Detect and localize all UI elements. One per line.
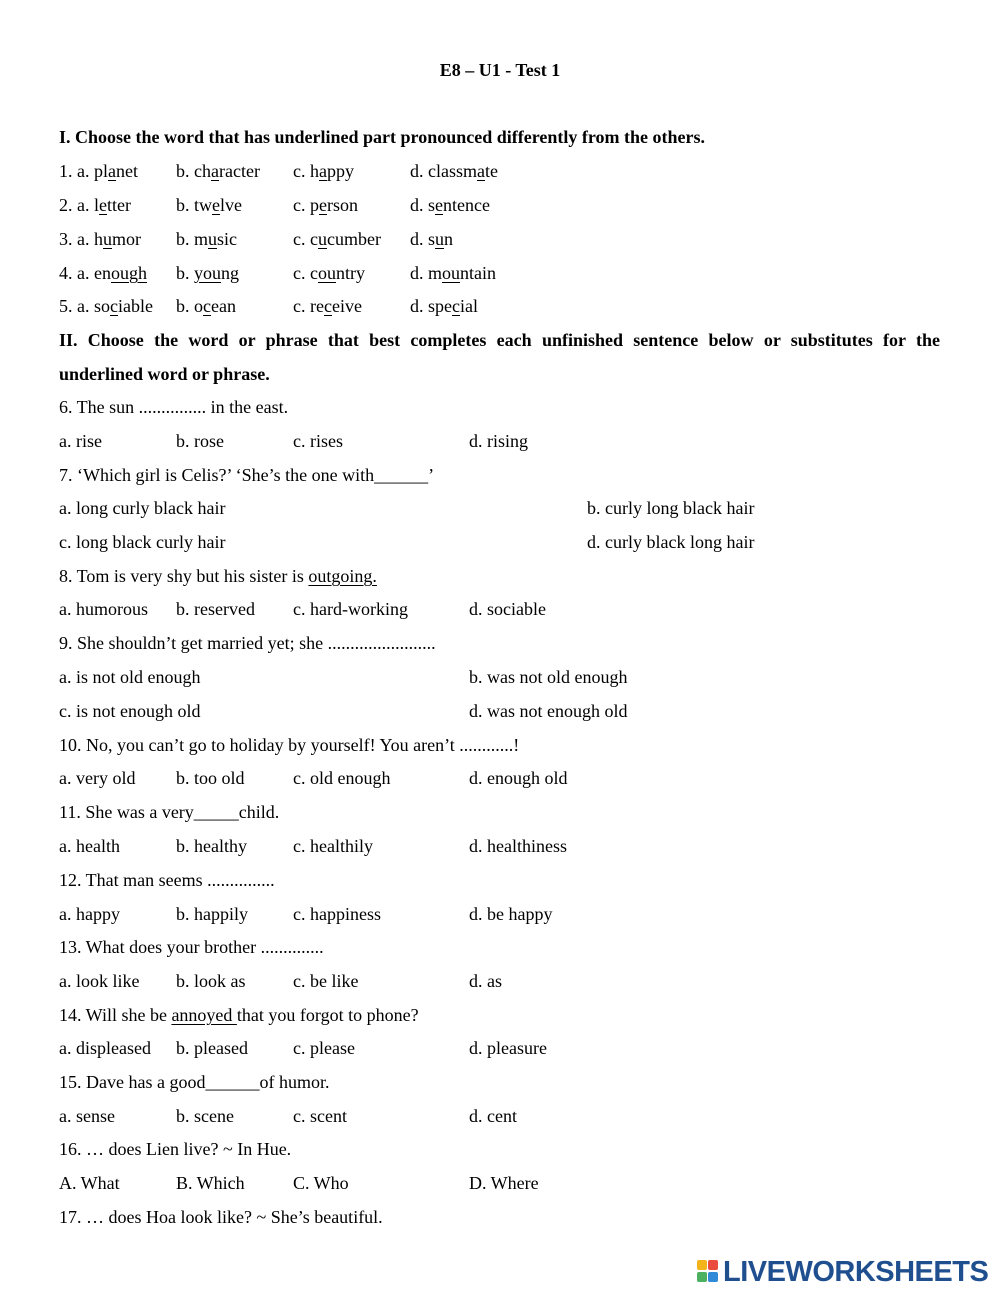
option-d[interactable] [410,227,453,251]
underlined-part: ou [442,263,461,283]
underlined-part: u [208,229,218,249]
option-c[interactable] [293,193,358,217]
word-part: d. s [410,195,436,215]
word-part: c. p [293,195,319,215]
question-9-options-row2 [59,699,940,723]
question-10-options [59,766,940,790]
word-part: eive [331,296,362,316]
option-a[interactable] [59,294,153,318]
word-part: sic [217,229,238,249]
option-b[interactable] [176,193,242,217]
word-part: c. c [293,229,318,249]
word-part: b. o [176,296,203,316]
option-b[interactable] [176,159,260,183]
option-a[interactable]: a. displeased [59,1038,151,1058]
question-12-options [59,902,940,926]
option-b[interactable]: B. Which [176,1173,245,1193]
word-part: lve [220,195,242,215]
word-part: so [89,296,111,316]
question-number: 2. a. [59,195,90,215]
underlined-part: e [319,195,327,215]
word-part: iable [118,296,153,316]
option-a[interactable] [59,227,141,251]
section-2-heading-line1: II. Choose the word or phrase that best completes each unfinished sentence below or substitutes for the [59,330,940,350]
liveworksheets-logo-icon [697,1260,719,1284]
question-number: 5. a. [59,296,90,316]
word-part: net [116,161,139,181]
option-c[interactable] [293,159,354,183]
option-b[interactable]: b. was not old enough [469,667,628,687]
option-a[interactable] [59,193,131,217]
option-c[interactable]: c. old enough [293,768,391,788]
underlined-part: c [452,296,460,316]
underlined-part: a [477,161,485,181]
word-part: tter [107,195,132,215]
underlined-part: e [99,195,108,215]
option-a[interactable]: A. What [59,1173,120,1193]
question-7-options-row1 [59,496,940,520]
underlined-part: a [108,161,117,181]
option-d[interactable]: d. cent [469,1106,517,1126]
option-a[interactable]: a. happy [59,904,120,924]
word-part: cumber [326,229,381,249]
question-7: 7. ‘Which girl is Celis?’ ‘She’s the one with______’ [59,465,435,485]
word-part: b. m [176,229,209,249]
word-part: ntain [460,263,497,283]
question-16: 16. … does Lien live? ~ In Hue. [59,1139,292,1159]
question-14-stem-end: that you forgot to phone? [236,1005,419,1025]
option-a[interactable]: a. sense [59,1106,115,1126]
page-title: E8 – U1 - Test 1 [439,60,561,80]
underlined-part: c [110,296,119,316]
pronunciation-question-4 [59,261,940,285]
option-c[interactable]: C. Who [293,1173,349,1193]
option-a[interactable]: a. look like [59,971,140,991]
option-d[interactable] [410,193,490,217]
word-part: ntry [335,263,365,283]
question-14-stem-start: 14. Will she be [59,1005,172,1025]
question-10: 10. No, you can’t go to holiday by yourself! You aren’t ............! [59,735,520,755]
underlined-part: a [319,161,327,181]
option-d[interactable]: d. sociable [469,599,546,619]
underlined-word: outgoing. [308,566,377,586]
liveworksheets-logo [697,1257,988,1287]
question-8 [59,564,940,588]
option-d[interactable]: d. be happy [469,904,553,924]
option-c[interactable] [293,294,362,318]
option-d[interactable] [410,261,496,285]
option-c[interactable]: c. long black curly hair [59,532,226,552]
pronunciation-question-1 [59,159,940,183]
option-c[interactable] [293,227,381,251]
word-part: n [444,229,454,249]
option-c[interactable]: c. rises [293,431,343,451]
option-a[interactable]: a. humorous [59,599,148,619]
option-a[interactable]: a. very old [59,768,136,788]
word-part: c. h [293,161,319,181]
word-part: racter [219,161,260,181]
underlined-part: you [194,263,221,283]
word-part: ial [460,296,478,316]
section-2-heading-line2: underlined word or phrase. [59,364,270,384]
option-c[interactable]: c. hard-working [293,599,408,619]
question-9-options-row1 [59,665,940,689]
question-7-options-row2 [59,530,940,554]
option-d[interactable]: D. Where [469,1173,539,1193]
option-d[interactable]: d. was not enough old [469,701,628,721]
word-part: h [89,229,103,249]
option-a[interactable] [59,159,138,183]
underlined-part: a [211,161,219,181]
option-d[interactable]: d. healthiness [469,836,567,856]
underlined-part: u [435,229,445,249]
option-b[interactable] [176,294,236,318]
option-d[interactable]: d. rising [469,431,529,451]
option-b[interactable]: b. scene [176,1106,234,1126]
option-b[interactable] [176,227,237,251]
word-part: ntence [443,195,490,215]
question-14-options [59,1036,940,1060]
word-part: d. s [410,229,436,249]
word-part: d. spe [410,296,452,316]
question-15: 15. Dave has a good______of humor. [59,1072,330,1092]
word-part: b. [176,263,194,283]
word-part: ean [211,296,236,316]
option-b[interactable]: b. healthy [176,836,247,856]
underlined-word: annoyed [171,1005,237,1025]
option-b[interactable]: b. reserved [176,599,255,619]
word-part: b. tw [176,195,212,215]
question-number: 4. a. [59,263,90,283]
underlined-part: ough [111,263,147,283]
word-part: rson [327,195,358,215]
option-d[interactable] [410,294,478,318]
underlined-part: e [435,195,444,215]
question-15-options [59,1104,940,1128]
question-number: 3. a. [59,229,90,249]
question-number: 1. a. [59,161,90,181]
option-a[interactable]: a. long curly black hair [59,498,226,518]
word-part: d. m [410,263,443,283]
option-d[interactable]: d. enough old [469,768,568,788]
question-6-options [59,429,940,453]
pronunciation-question-2 [59,193,940,217]
option-c[interactable]: c. happiness [293,904,381,924]
underlined-part: c [203,296,211,316]
pronunciation-question-3 [59,227,940,251]
section-1-heading: I. Choose the word that has underlined part pronounced differently from the others. [59,127,706,147]
question-11: 11. She was a very_____child. [59,802,280,822]
option-b[interactable]: b. happily [176,904,248,924]
word-part: l [89,195,100,215]
question-9: 9. She shouldn’t get married yet; she ........................ [59,633,436,653]
option-b[interactable]: b. curly long black hair [587,498,755,518]
option-b[interactable]: b. pleased [176,1038,248,1058]
word-part: ng [221,263,239,283]
word-part: en [89,263,111,283]
option-a[interactable]: a. is not old enough [59,667,201,687]
option-d[interactable]: d. pleasure [469,1038,547,1058]
option-b[interactable]: b. too old [176,768,245,788]
option-b[interactable] [176,261,239,285]
question-12: 12. That man seems ............... [59,870,275,890]
question-6: 6. The sun ............... in the east. [59,397,289,417]
option-d[interactable] [410,159,498,183]
option-c[interactable]: c. scent [293,1106,347,1126]
word-part: mor [112,229,141,249]
word-part: te [485,161,498,181]
word-part: pl [89,161,109,181]
option-d[interactable]: d. curly black long hair [587,532,755,552]
logo-text: LIVEWORKSHEETS [723,1255,989,1288]
question-13: 13. What does your brother .............. [59,937,324,957]
word-part: c. re [293,296,324,316]
option-c[interactable]: c. please [293,1038,355,1058]
question-8-stem: 8. Tom is very shy but his sister is [59,566,309,586]
option-b[interactable]: b. rose [176,431,224,451]
underlined-part: c [323,296,332,316]
underlined-part: e [212,195,220,215]
question-8-options [59,597,940,621]
word-part: b. ch [176,161,211,181]
question-13-options [59,969,940,993]
option-b[interactable]: b. look as [176,971,246,991]
question-16-options [59,1171,940,1195]
underlined-part: u [317,229,327,249]
option-c[interactable]: c. healthily [293,836,373,856]
option-a[interactable] [59,261,147,285]
underlined-part: u [103,229,112,249]
option-c[interactable] [293,261,365,285]
question-11-options [59,834,940,858]
pronunciation-question-5 [59,294,940,318]
underlined-part: ou [317,263,336,283]
option-a[interactable]: a. rise [59,431,102,451]
option-d[interactable]: d. as [469,971,502,991]
question-17: 17. … does Hoa look like? ~ She’s beautiful. [59,1207,383,1227]
option-a[interactable]: a. health [59,836,120,856]
word-part: c. c [293,263,318,283]
option-c[interactable]: c. be like [293,971,359,991]
word-part: d. classm [410,161,477,181]
option-c[interactable]: c. is not enough old [59,701,201,721]
word-part: ppy [327,161,354,181]
question-14 [59,1003,940,1027]
